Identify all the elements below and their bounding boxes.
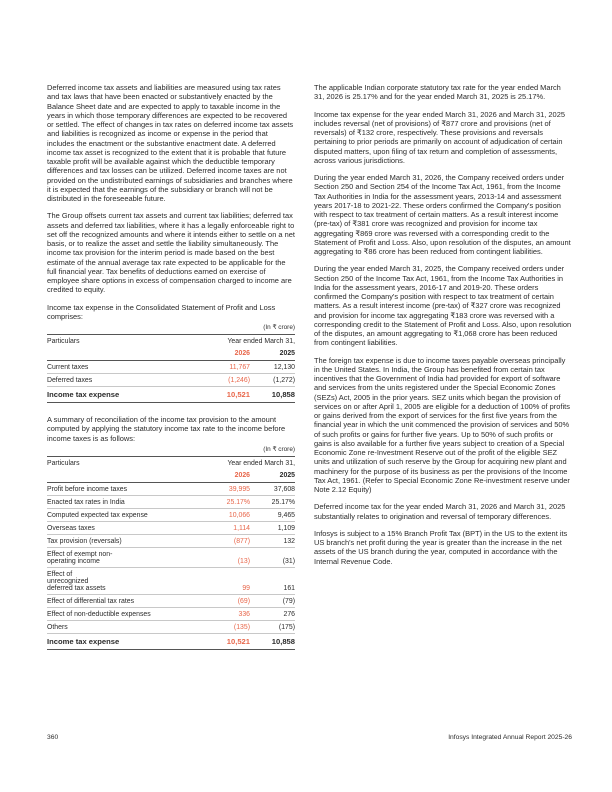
paragraph: During the year ended March 31, 2025, the Company received orders under Section 250 of the Income Tax Act, 1961, from the Income Tax Authorities in India for the assessment years, 2016-17 and 2019-20. These orders confirmed the Company's position with respect to tax treatment of certain matters. As a result interest income (pre-tax) of ₹327 crore was recognized and provision for income tax aggregating ₹183 crore was reversed with a corresponding credit to the Statement of Profit and Loss. Also, upon resolution of the disputes, an amount aggregating to ₹1,068 crore has been reduced from contingent liabilities. <box>314 264 572 348</box>
year-header: Year ended March 31, <box>205 456 295 470</box>
paragraph: Income tax expense in the Consolidated Statement of Profit and Loss comprises: <box>47 302 276 321</box>
right-column <box>314 83 572 574</box>
table-row: Effect of exempt non-operating income (13) (31) <box>47 547 295 567</box>
paragraph: Income tax expense for the year ended March 31, 2026 and March 31, 2025 includes reversal (net of provisions) of ₹877 crore and provisions (net of reversals) of ₹132 crore, respectively. These provisions and reversals pertaining to prior periods are primarily on account of adjudication of certain disputed matters, upon filing of tax return and completion of assessments, across various jurisdictions. <box>314 109 565 165</box>
table-row: Enacted tax rates in India 25.17% 25.17% <box>47 495 295 508</box>
paragraph: Deferred income tax assets and liabilities are measured using tax rates and tax laws that have been enacted or substantively enacted by the Balance Sheet date and are expected to apply to taxable income in the years in which those temporary differences are expected to be recovered or settled. The effect of changes in tax rates on deferred income tax assets and liabilities is recognized as income or expense in the period that includes the enactment or the substantive enactment date. A deferred income tax asset is recognized to the extent that it is probable that future taxable profit will be available against which the deductible temporary differences and tax losses can be utilized. Deferred income taxes are not provided on the undistributed earnings of subsidiaries and branches where it is expected that the earnings of the subsidiary or branch will not be distributed in the foreseeable future. <box>47 83 294 203</box>
table-row: Effect of differential tax rates (69) (79) <box>47 594 295 607</box>
left-column <box>47 83 295 650</box>
table-row: Profit before income taxes 39,995 37,608 <box>47 482 295 495</box>
table-row: Tax provision (reversals) (877) 132 <box>47 534 295 547</box>
table-row: Others (135) (175) <box>47 620 295 633</box>
year-2026: 2026 <box>205 348 250 361</box>
page-number: 360 <box>47 734 59 741</box>
total-row: Income tax expense 10,521 10,858 <box>47 387 295 403</box>
table-row: Effect of unrecognized deferred tax assets 99 161 <box>47 567 295 594</box>
table-row: Current taxes 11,767 12,130 <box>47 361 295 374</box>
year-header: Year ended March 31, <box>205 335 295 349</box>
year-2026: 2026 <box>205 470 250 483</box>
paragraph: The applicable Indian corporate statutory tax rate for the year ended March 31, 2026 is 25.17% and for the year ended March 31, 2025 is 25.17%. <box>314 83 561 102</box>
paragraph: Infosys is subject to a 15% Branch Profit Tax (BPT) in the US to the extent its US branch's net profit during the year is greater than the increase in the net assets of the US branch during the year, computed in accordance with the Internal Revenue Code. <box>314 528 568 566</box>
income-tax-expense-table <box>47 334 295 403</box>
year-2025: 2025 <box>250 470 295 483</box>
column-header: Particulars <box>47 335 205 349</box>
report-name: Infosys Integrated Annual Report 2025-26 <box>448 734 572 741</box>
unit-label: (In ₹ crore) <box>263 445 295 453</box>
column-header: Particulars <box>47 456 205 470</box>
unit-label: (In ₹ crore) <box>263 324 295 331</box>
tax-reconciliation-table <box>47 456 295 650</box>
table-row: Computed expected tax expense 10,066 9,465 <box>47 508 295 521</box>
paragraph: The foreign tax expense is due to income taxes payable overseas principally in the United States. In India, the Group has benefited from certain tax incentives that the Government of India had provided for export of software and services from the units registered under the Special Economic Zones (SEZs) Act, 2005 in the prior years. SEZ units which began the provision of services on or after April 1, 2005 are eligible for a deduction of 100% of profits or gains derived from the export of services for the first five years from the financial year in which the unit commenced the provision of services and 50% of such profits or gains for further five years. Up to 50% of such profits or gains is also available for a further five years subject to creation of a Special Economic Zone re-Investment Reserve out of the profit of the eligible SEZ units and utilization of such reserve by the Group for acquiring new plant and machinery for the purpose of its business as per the provisions of the Income Tax Act, 1961. (Refer to Special Economic Zone Re-investment reserve under Note 2.12 Equity) <box>314 355 570 494</box>
paragraph: The Group offsets current tax assets and current tax liabilities; deferred tax assets and deferred tax liabilities, where it has a legally enforceable right to set off the recognized amounts and where it intends either to settle on a net basis, or to realize the asset and settle the liability simultaneously. The income tax provision for the interim period is made based on the best estimate of the annual average tax rate expected to be applicable for the full financial year. Tax benefits of deductions earned on exercise of employee share options in excess of compensation charged to income are credited to equity. <box>47 211 295 295</box>
total-row: Income tax expense 10,521 10,858 <box>47 633 295 649</box>
table-row: Effect of non-deductible expenses 336 276 <box>47 607 295 620</box>
table-row: Overseas taxes 1,114 1,109 <box>47 521 295 534</box>
year-2025: 2025 <box>250 348 295 361</box>
table-row: Deferred taxes (1,246) (1,272) <box>47 374 295 387</box>
paragraph: Deferred income tax for the year ended March 31, 2026 and March 31, 2025 substantially relates to origination and reversal of temporary differences. <box>314 502 566 521</box>
paragraph: During the year ended March 31, 2026, the Company received orders under Section 250 and Section 254 of the Income Tax Act, 1961, from the Income Tax Authorities in India for the assessment years, 2013-14 and assessment years 2017-18 to 2021-22. These orders confirmed the Company's position with respect to tax treatment of certain matters. As a result interest income (pre-tax) of ₹381 crore was recognized and provision for income tax aggregating ₹869 crore was reversed with a corresponding credit to the Statement of Profit and Loss. Also, upon resolution of the disputes, an amount aggregating to ₹86 crore has been reduced from contingent liabilities. <box>314 173 571 256</box>
paragraph: A summary of reconciliation of the income tax provision to the amount computed by applying the statutory income tax rate to the income before income taxes is as follows: <box>47 415 286 443</box>
